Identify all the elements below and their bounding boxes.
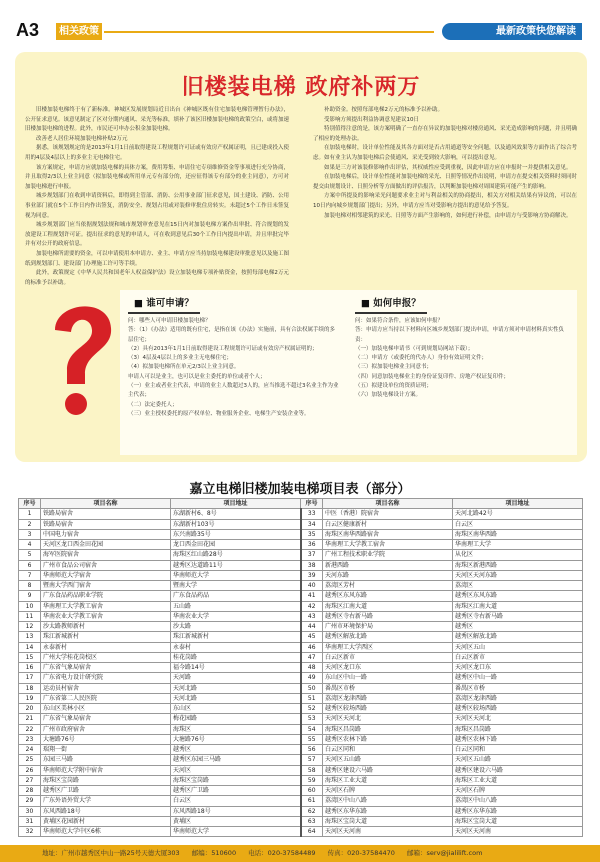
qa-line: 问：如果符合条件，应该如何申报？: [355, 318, 444, 324]
footer-address: 地址：广州市越秀区中山一路25号天德大厦303: [42, 849, 180, 857]
table-row: [19, 673, 583, 683]
table-row: [19, 806, 583, 816]
project-address: 天河区天河北: [453, 714, 583, 724]
row-index: 9: [19, 591, 41, 601]
row-index: 20: [19, 704, 41, 714]
row-index: 1: [19, 509, 41, 519]
project-name: 天河东路: [323, 570, 453, 580]
qa-line: （二）法定委托人；: [128, 401, 178, 408]
project-name: 海珠区江南大道: [323, 601, 453, 611]
row-index: 58: [301, 765, 323, 775]
project-name: 暨南大学西门宿舍: [41, 581, 171, 591]
qa-line: 问：哪些人可申请旧楼加装电梯？: [128, 318, 211, 324]
project-address: 天河区天河南: [453, 827, 583, 837]
project-name: 永泰新村: [41, 642, 171, 652]
qa-line: （一）业主或者业主代表，申请的业主人数超过3人的，应当推选不超过3名业主作为业主代表；: [128, 383, 339, 399]
row-index: 35: [301, 529, 323, 539]
project-name: 华南理工大学教工宿舍: [323, 540, 453, 550]
article-column-left: [25, 106, 290, 286]
row-index: 47: [301, 652, 323, 662]
project-name: 荔湾区芳村: [323, 581, 453, 591]
table-row: [19, 601, 583, 611]
project-address: 荔湾区中山八路: [453, 796, 583, 806]
project-address: 荔湾区龙津西路: [453, 693, 583, 703]
row-index: 50: [301, 683, 323, 693]
project-address: 白云区新市: [453, 652, 583, 662]
table-row: [19, 632, 583, 642]
qa-who-title-text: 谁可申请？: [146, 298, 194, 309]
qa-how-to-apply: [347, 290, 577, 455]
project-address: 海珠区: [171, 724, 301, 734]
project-address: 海珠区宝岗大道: [453, 816, 583, 826]
table-title: 嘉立电梯旧楼加装电梯项目表（部分）: [189, 482, 411, 497]
row-index: 40: [301, 581, 323, 591]
row-index: 24: [19, 745, 41, 755]
project-name: 广东省气象局宿舍: [41, 663, 171, 673]
project-name: 华南农业大学教工宿舍: [41, 611, 171, 621]
row-index: 45: [301, 632, 323, 642]
table-row: [19, 540, 583, 550]
qa-line: （二）申请方（或委托的代办人）身份有效证明文件；: [355, 355, 488, 362]
project-name: 珠江新城新村: [41, 632, 171, 642]
project-name: 华南理工大学教工宿舍: [41, 601, 171, 611]
table-row: [19, 693, 583, 703]
project-name: 越秀区东风东路: [323, 591, 453, 601]
project-name: 华南师范大学附中宿舍: [41, 765, 171, 775]
qa-how-body: [347, 317, 577, 401]
project-address: 珠江新城新村: [171, 632, 301, 642]
row-index: 18: [19, 683, 41, 693]
project-name: 东园三马路: [41, 755, 171, 765]
table-row: [19, 652, 583, 662]
project-name: 海珠区工业大道: [323, 775, 453, 785]
row-index: 64: [301, 827, 323, 837]
project-address: 龙口西金田花园: [171, 540, 301, 550]
project-address: 越秀区较场西路: [453, 704, 583, 714]
project-address: 天河北路: [171, 683, 301, 693]
page-number: A3: [16, 20, 40, 40]
project-address: 天河路: [171, 673, 301, 683]
table-row: [19, 550, 583, 560]
project-name: 越秀区东华东路: [323, 806, 453, 816]
row-index: 60: [301, 786, 323, 796]
qa-line: 申请人可以是业主，也可以是业主委托的单位或者个人；: [128, 373, 266, 380]
article-paragraph: 城乡规划部门应当依据规划法规和城市规划审查意见在15日内对加装电梯方案作出审批、符合规划的发放建设工程规划许可证。提出征求的意见的申请人，可在收到意见后30个工作日内提出申请，并且审批完毕并有对公开的政府信息。: [25, 222, 289, 248]
table-row: [19, 816, 583, 826]
footer-email: 邮箱：serv@jialilift.com: [407, 849, 483, 857]
project-name: 天河区天河北: [323, 714, 453, 724]
project-address: 天河区石牌: [453, 786, 583, 796]
project-name: 越秀区寺右新马路: [323, 611, 453, 621]
project-name: 广东省气象局宿舍: [41, 714, 171, 724]
qa-line: （3）4层及4层以上的多业主无电梯住宅；: [128, 355, 232, 362]
project-name: 越秀区较场西路: [323, 704, 453, 714]
project-name: 华南师范大学中区6栋: [41, 827, 171, 837]
row-index: 19: [19, 693, 41, 703]
project-address: 天河北路42号: [453, 509, 583, 519]
table-row: [19, 581, 583, 591]
project-name: 广东外语外贸大学: [41, 796, 171, 806]
qa-line: 答：申请方应当持以下材料向区城乡规划部门提出申请，申请方须对申请材料真实性负责：: [355, 327, 565, 343]
table-row: [19, 755, 583, 765]
row-index: 36: [301, 540, 323, 550]
project-address: 永泰村: [171, 642, 301, 652]
row-index: 28: [19, 786, 41, 796]
row-index: 17: [19, 673, 41, 683]
project-name: 天河区五山路: [323, 755, 453, 765]
row-index: 62: [301, 806, 323, 816]
table-row: [19, 509, 583, 519]
row-index: 54: [301, 724, 323, 734]
qa-line: （三）业主授权委托的原产权单位、物业服务企业、电梯生产安装企业等。: [128, 410, 310, 417]
project-name: 广东省电力设计研究院: [41, 673, 171, 683]
project-name: 东山区中山一路: [323, 673, 453, 683]
row-index: 21: [19, 714, 41, 724]
project-address: 华南师范大学: [171, 827, 301, 837]
project-table: [18, 498, 582, 837]
page-footer: [0, 845, 600, 862]
project-address: 天河区五山: [453, 642, 583, 652]
project-name: 广州市政府宿舍: [41, 724, 171, 734]
project-name: 中国电力宿舍: [41, 529, 171, 539]
project-address: 天河区龙口东: [453, 663, 583, 673]
table-header-cell: 序号: [19, 499, 41, 509]
table-row: [19, 745, 583, 755]
row-index: 39: [301, 570, 323, 580]
project-address: 越秀区东华东路: [453, 806, 583, 816]
qa-how-title: ■ 如何申报？: [355, 292, 427, 314]
qa-line: （4）拟加装电梯所在单元2/3以上业主同意。: [128, 364, 240, 371]
project-address: 天河区: [171, 765, 301, 775]
qa-who-title: ■ 谁可申请？: [128, 292, 200, 314]
table-row: [19, 714, 583, 724]
project-name: 越秀区广卫路: [41, 786, 171, 796]
project-address: 越秀区解放北路: [453, 632, 583, 642]
project-address: 越秀区建设六马路: [453, 765, 583, 775]
row-index: 44: [301, 622, 323, 632]
project-name: 广州市环境保护局: [323, 622, 453, 632]
project-address: 五山路: [171, 601, 301, 611]
row-index: 30: [19, 806, 41, 816]
row-index: 12: [19, 622, 41, 632]
table-row: [19, 734, 583, 744]
project-name: 番禺区市桥: [323, 683, 453, 693]
row-index: 10: [19, 601, 41, 611]
row-index: 52: [301, 704, 323, 714]
project-name: 黄埔区花园新村: [41, 816, 171, 826]
project-address: 白云区: [171, 796, 301, 806]
row-index: 32: [19, 827, 41, 837]
row-index: 63: [301, 816, 323, 826]
article-paragraph: 受影响方须提出利益协调意见建议10日: [324, 116, 419, 123]
table-row: [19, 611, 583, 621]
table-row: [19, 622, 583, 632]
article-paragraph: 如果是三方对该装修影响作出评估，其权威性应受到重视，因此申请方应在申报时一并提供相关意见。: [324, 164, 572, 171]
qa-line: （三）拟加装电梯业主同意书；: [355, 364, 433, 371]
table-header-cell: 项目地址: [171, 499, 301, 509]
project-address: 沙太路: [171, 622, 301, 632]
project-name: 天河区天河南: [323, 827, 453, 837]
project-name: 华南理工大学西区: [323, 642, 453, 652]
article-box: [15, 52, 587, 462]
project-name: 大塘路76号: [41, 734, 171, 744]
article-headline: 旧楼装电梯 政府补两万: [181, 74, 421, 100]
row-index: 51: [301, 693, 323, 703]
project-name: 瑞翔一街: [41, 745, 171, 755]
project-address: 海珠区江南大道: [453, 601, 583, 611]
row-index: 53: [301, 714, 323, 724]
project-address: 越秀区寺右新马路: [453, 611, 583, 621]
table-header-cell: 项目名称: [41, 499, 171, 509]
article-columns: [25, 106, 578, 286]
row-index: 3: [19, 529, 41, 539]
project-address: 东山区: [171, 704, 301, 714]
qa-line: （五）拟建设单位的资质证明；: [355, 383, 433, 390]
row-index: 55: [301, 734, 323, 744]
table-row: [19, 642, 583, 652]
row-index: 4: [19, 540, 41, 550]
table-row: [19, 796, 583, 806]
qa-who-can-apply: [120, 290, 347, 455]
row-index: 5: [19, 550, 41, 560]
row-index: 46: [301, 642, 323, 652]
article-paragraph: 在加装电梯时，设计单位性能及其各方面对是否占用通道等安全问题，以及通风效果等方面作出了综合考虑。如有业主认为加装电梯后会使通风、采光受到较大影响，可以提出意见。: [313, 145, 578, 161]
page-header: [0, 0, 600, 46]
row-index: 34: [301, 519, 323, 529]
project-name: 铁路局宿舍: [41, 519, 171, 529]
row-index: 13: [19, 632, 41, 642]
article-paragraph: 旧楼加装电梯终于有了新标准。神城区发展规划局近日出台《神城区既有住宅加装电梯管理暂行办法》，公开征求意见。该意见制定了区对分期内通风、采光等标准，填补了该区旧楼加装电梯的政策空白，或将加速旧楼加装电梯的进程。此外，市民还可申办公积金加装电梯。: [25, 107, 290, 133]
project-address: 福今路14号: [171, 663, 301, 673]
article-paragraph: 该方案规定，申请方应就加装电梯的具体方案，费用筹集、申请住宅专项维修资金等事项进行充分协商，并且取得2/3以上业主同意（拟加装电梯或所用单元专有部分的，还应征得该专有部分的业主同意），方可对加装电梯进行申报。: [25, 164, 290, 190]
project-name: 荔湾区中山八路: [323, 796, 453, 806]
row-index: 57: [301, 755, 323, 765]
row-index: 33: [301, 509, 323, 519]
project-address: 华南师范大学: [171, 570, 301, 580]
project-address: 黄埔区: [171, 816, 301, 826]
table-header-row: [19, 499, 583, 509]
project-address: 天河北路: [171, 693, 301, 703]
row-index: 26: [19, 765, 41, 775]
footer-fax: 传真：020-37584470: [327, 849, 395, 857]
table-row: [19, 704, 583, 714]
project-address: 海珠区新港西路: [453, 560, 583, 570]
project-address: 海珠区南华西路: [453, 529, 583, 539]
table-row: [19, 570, 583, 580]
row-index: 59: [301, 775, 323, 785]
project-name: 广州工程技术职业学院: [323, 550, 453, 560]
project-address: 海珠区红山路28号: [171, 550, 301, 560]
project-name: 东风西路18号: [41, 806, 171, 816]
project-address: 海珠区工业大道: [453, 775, 583, 785]
project-address: 华南理工大学: [453, 540, 583, 550]
row-index: 6: [19, 560, 41, 570]
article-column-right: [313, 106, 577, 282]
project-name: 天河区龙口东: [323, 663, 453, 673]
table-body: [19, 509, 583, 837]
row-index: 61: [301, 796, 323, 806]
table-row: [19, 724, 583, 734]
project-name: 海军医院宿舍: [41, 550, 171, 560]
row-index: 11: [19, 611, 41, 621]
project-name: 海珠区宝岗路: [41, 775, 171, 785]
article-paragraph: 方案中所提及的影响采光问题要求业主对与利益相关的协商提出，相关方对相关结果有异议的，可以在10日内向城乡规划部门提出；另外，申请方应当对受影响方提出的意见给予答复。: [313, 193, 577, 209]
project-name: 海珠区南华西路宿舍: [323, 529, 453, 539]
qa-how-title-text: 如何申报？: [373, 298, 421, 309]
table-row: [19, 591, 583, 601]
project-name: 白云区健康新村: [323, 519, 453, 529]
project-address: 大塘路76号: [171, 734, 301, 744]
project-name: 海珠区宝岗大道: [323, 816, 453, 826]
project-name: 华南师范大学宿舍: [41, 570, 171, 580]
row-index: 42: [301, 601, 323, 611]
project-name: 广州大学桂花岗校区: [41, 652, 171, 662]
project-name: 荔湾区龙津西路: [323, 693, 453, 703]
project-address: 白云区同和: [453, 745, 583, 755]
project-address: 暨南大学: [171, 581, 301, 591]
project-address: 白云区: [453, 519, 583, 529]
project-address: 荔湾区: [453, 581, 583, 591]
footer-postcode: 邮编：510600: [191, 849, 237, 857]
table-row: [19, 786, 583, 796]
row-index: 37: [301, 550, 323, 560]
article-paragraph: 补助资金。按照每部电梯2万元的标准予以补助。: [324, 107, 444, 113]
project-address: 越秀区农林下路: [453, 734, 583, 744]
project-name: 白云区新市: [323, 652, 453, 662]
row-index: 27: [19, 775, 41, 785]
row-index: 56: [301, 745, 323, 755]
project-address: 越秀区达道路11号: [171, 560, 301, 570]
project-address: 天河区五山路: [453, 755, 583, 765]
qa-line: （一）加装电梯申请书（可到规划局网站下载）；: [355, 345, 474, 352]
article-paragraph: 特别值得注意的是，该方案明确了一直存在异议的加装电梯对楼房通风、采光造成影响的问题，并且明确了相应的处理办法。: [313, 126, 578, 142]
row-index: 16: [19, 663, 41, 673]
table-row: [19, 663, 583, 673]
project-name: 铁路局宿舍: [41, 509, 171, 519]
article-paragraph: 改善老人居住环境加装电梯补贴2万元: [36, 135, 128, 142]
project-name: 广东食品药品职业学院: [41, 591, 171, 601]
table-row: [19, 775, 583, 785]
project-name: 白云区同和: [323, 745, 453, 755]
project-name: 中医（香港）院宿舍: [323, 509, 453, 519]
project-address: 越秀区: [171, 745, 301, 755]
project-name: 越秀区农林下路: [323, 734, 453, 744]
project-address: 梅花园路: [171, 714, 301, 724]
project-address: 越秀区: [453, 622, 583, 632]
row-index: 23: [19, 734, 41, 744]
qa-line: （四）同意加装电梯业主的身份证复印件、房地产权证复印件；: [355, 373, 510, 380]
row-index: 7: [19, 570, 41, 580]
project-name: 广州市食品公司宿舍: [41, 560, 171, 570]
project-address: 东湖新村103号: [171, 519, 301, 529]
article-paragraph: 在加装电梯后，设计单位性能对加装电梯的采光、日照等情况作出说明，申请方在提交相关资料时须同时提交由规划设计、日照分析等方面做出的评估报告，以判断加装电梯对周围建筑可能产生的影响。: [313, 174, 578, 190]
project-address: 越秀区广卫路: [171, 786, 301, 796]
project-address: 越秀区中山一路: [453, 673, 583, 683]
qa-line: （六）加装电梯设计方案。: [355, 392, 422, 399]
project-address: 番禺区市桥: [453, 683, 583, 693]
project-name: 越秀区建设六马路: [323, 765, 453, 775]
project-name: 新港西路: [323, 560, 453, 570]
project-name: 广东省第二人民医院: [41, 693, 171, 703]
project-address: 从化区: [453, 550, 583, 560]
qa-who-body: [120, 317, 347, 419]
project-name: 天河区石牌: [323, 786, 453, 796]
project-name: 海珠区昌岗路: [323, 724, 453, 734]
project-address: 天河区天河东路: [453, 570, 583, 580]
column-title: 最新政策快您解读: [442, 23, 582, 40]
row-index: 2: [19, 519, 41, 529]
project-address: 桂花岗路: [171, 652, 301, 662]
table-header-cell: 项目地址: [453, 499, 583, 509]
header-rule: [104, 31, 434, 33]
project-address: 海珠区宝岗路: [171, 775, 301, 785]
project-address: 东风西路18号: [171, 806, 301, 816]
project-name: 运动员村宿舍: [41, 683, 171, 693]
row-index: 15: [19, 652, 41, 662]
project-address: 广东食品药品: [171, 591, 301, 601]
article-paragraph: 此外，政策规定《中华人民共和国老年人权益保护法》设立加装电梯专项补贴资金，按照每部电梯2万元的标准予以补助。: [25, 270, 289, 286]
table-row: [19, 765, 583, 775]
row-index: 8: [19, 581, 41, 591]
project-address: 越秀区东园三马路: [171, 755, 301, 765]
project-address: 华南农业大学: [171, 611, 301, 621]
table-row: [19, 827, 583, 837]
project-address: 海珠区昌岗路: [453, 724, 583, 734]
article-paragraph: 城乡规划部门在收到申请资料后，即得到主管部、消防、公用事业部门征求意见，国土建设、消防、公用事业部门就在5个工作日内作出签复，消防安全、规划占用或对装修审批住房转实。未超过5个工作日未签复视为同意。: [25, 193, 290, 219]
table-row: [19, 519, 583, 529]
question-mark-icon: [37, 292, 127, 422]
section-tag: 相关政策: [56, 23, 102, 40]
row-index: 31: [19, 816, 41, 826]
table-header-cell: 序号: [301, 499, 323, 509]
qa-line: 答：（1）《办法》适用的既有住宅，是指在该《办法》实施前，具有合法权属手续的多层住宅；: [128, 327, 336, 343]
article-paragraph: 加装电梯所需要的资金，可以申请使用本申请方、业主、申请方应当持加装电梯建设审批意见以及施工图纸到规划部门、建设部门办理施工许可等手续。: [25, 250, 290, 267]
row-index: 41: [301, 591, 323, 601]
table-row: [19, 560, 583, 570]
project-name: 越秀区解放北路: [323, 632, 453, 642]
project-name: 东山区美林小区: [41, 704, 171, 714]
footer-phone: 电话：020-37584489: [248, 849, 316, 857]
project-address: 东兴南路35号: [171, 529, 301, 539]
article-paragraph: 加装电梯对相邻建筑的采光、日照等方面产生影响的，如何进行补偿，由申请方与受影响方协商解决。: [324, 212, 572, 219]
row-index: 38: [301, 560, 323, 570]
row-index: 43: [301, 611, 323, 621]
row-index: 25: [19, 755, 41, 765]
row-index: 22: [19, 724, 41, 734]
project-address: 东湖新村6、8号: [171, 509, 301, 519]
qa-line: （2）具有2013年1月1日前取得建设工程规划许可证或有效房产权属证明的；: [128, 345, 318, 352]
table-header-cell: 项目名称: [323, 499, 453, 509]
project-name: 天河区龙口西金田花园: [41, 540, 171, 550]
row-index: 49: [301, 673, 323, 683]
project-address: 越秀区东风东路: [453, 591, 583, 601]
article-paragraph: 据悉，该规划规定的是2013年1月1日前取得建设工程规划许可证或有效房产权属证明，且已建成投入使用的4层及4层以上的多业主无电梯住宅。: [25, 145, 289, 161]
table-row: [19, 683, 583, 693]
row-index: 48: [301, 663, 323, 673]
row-index: 29: [19, 796, 41, 806]
table-row: [19, 529, 583, 539]
project-name: 沙太路教师新村: [41, 622, 171, 632]
row-index: 14: [19, 642, 41, 652]
